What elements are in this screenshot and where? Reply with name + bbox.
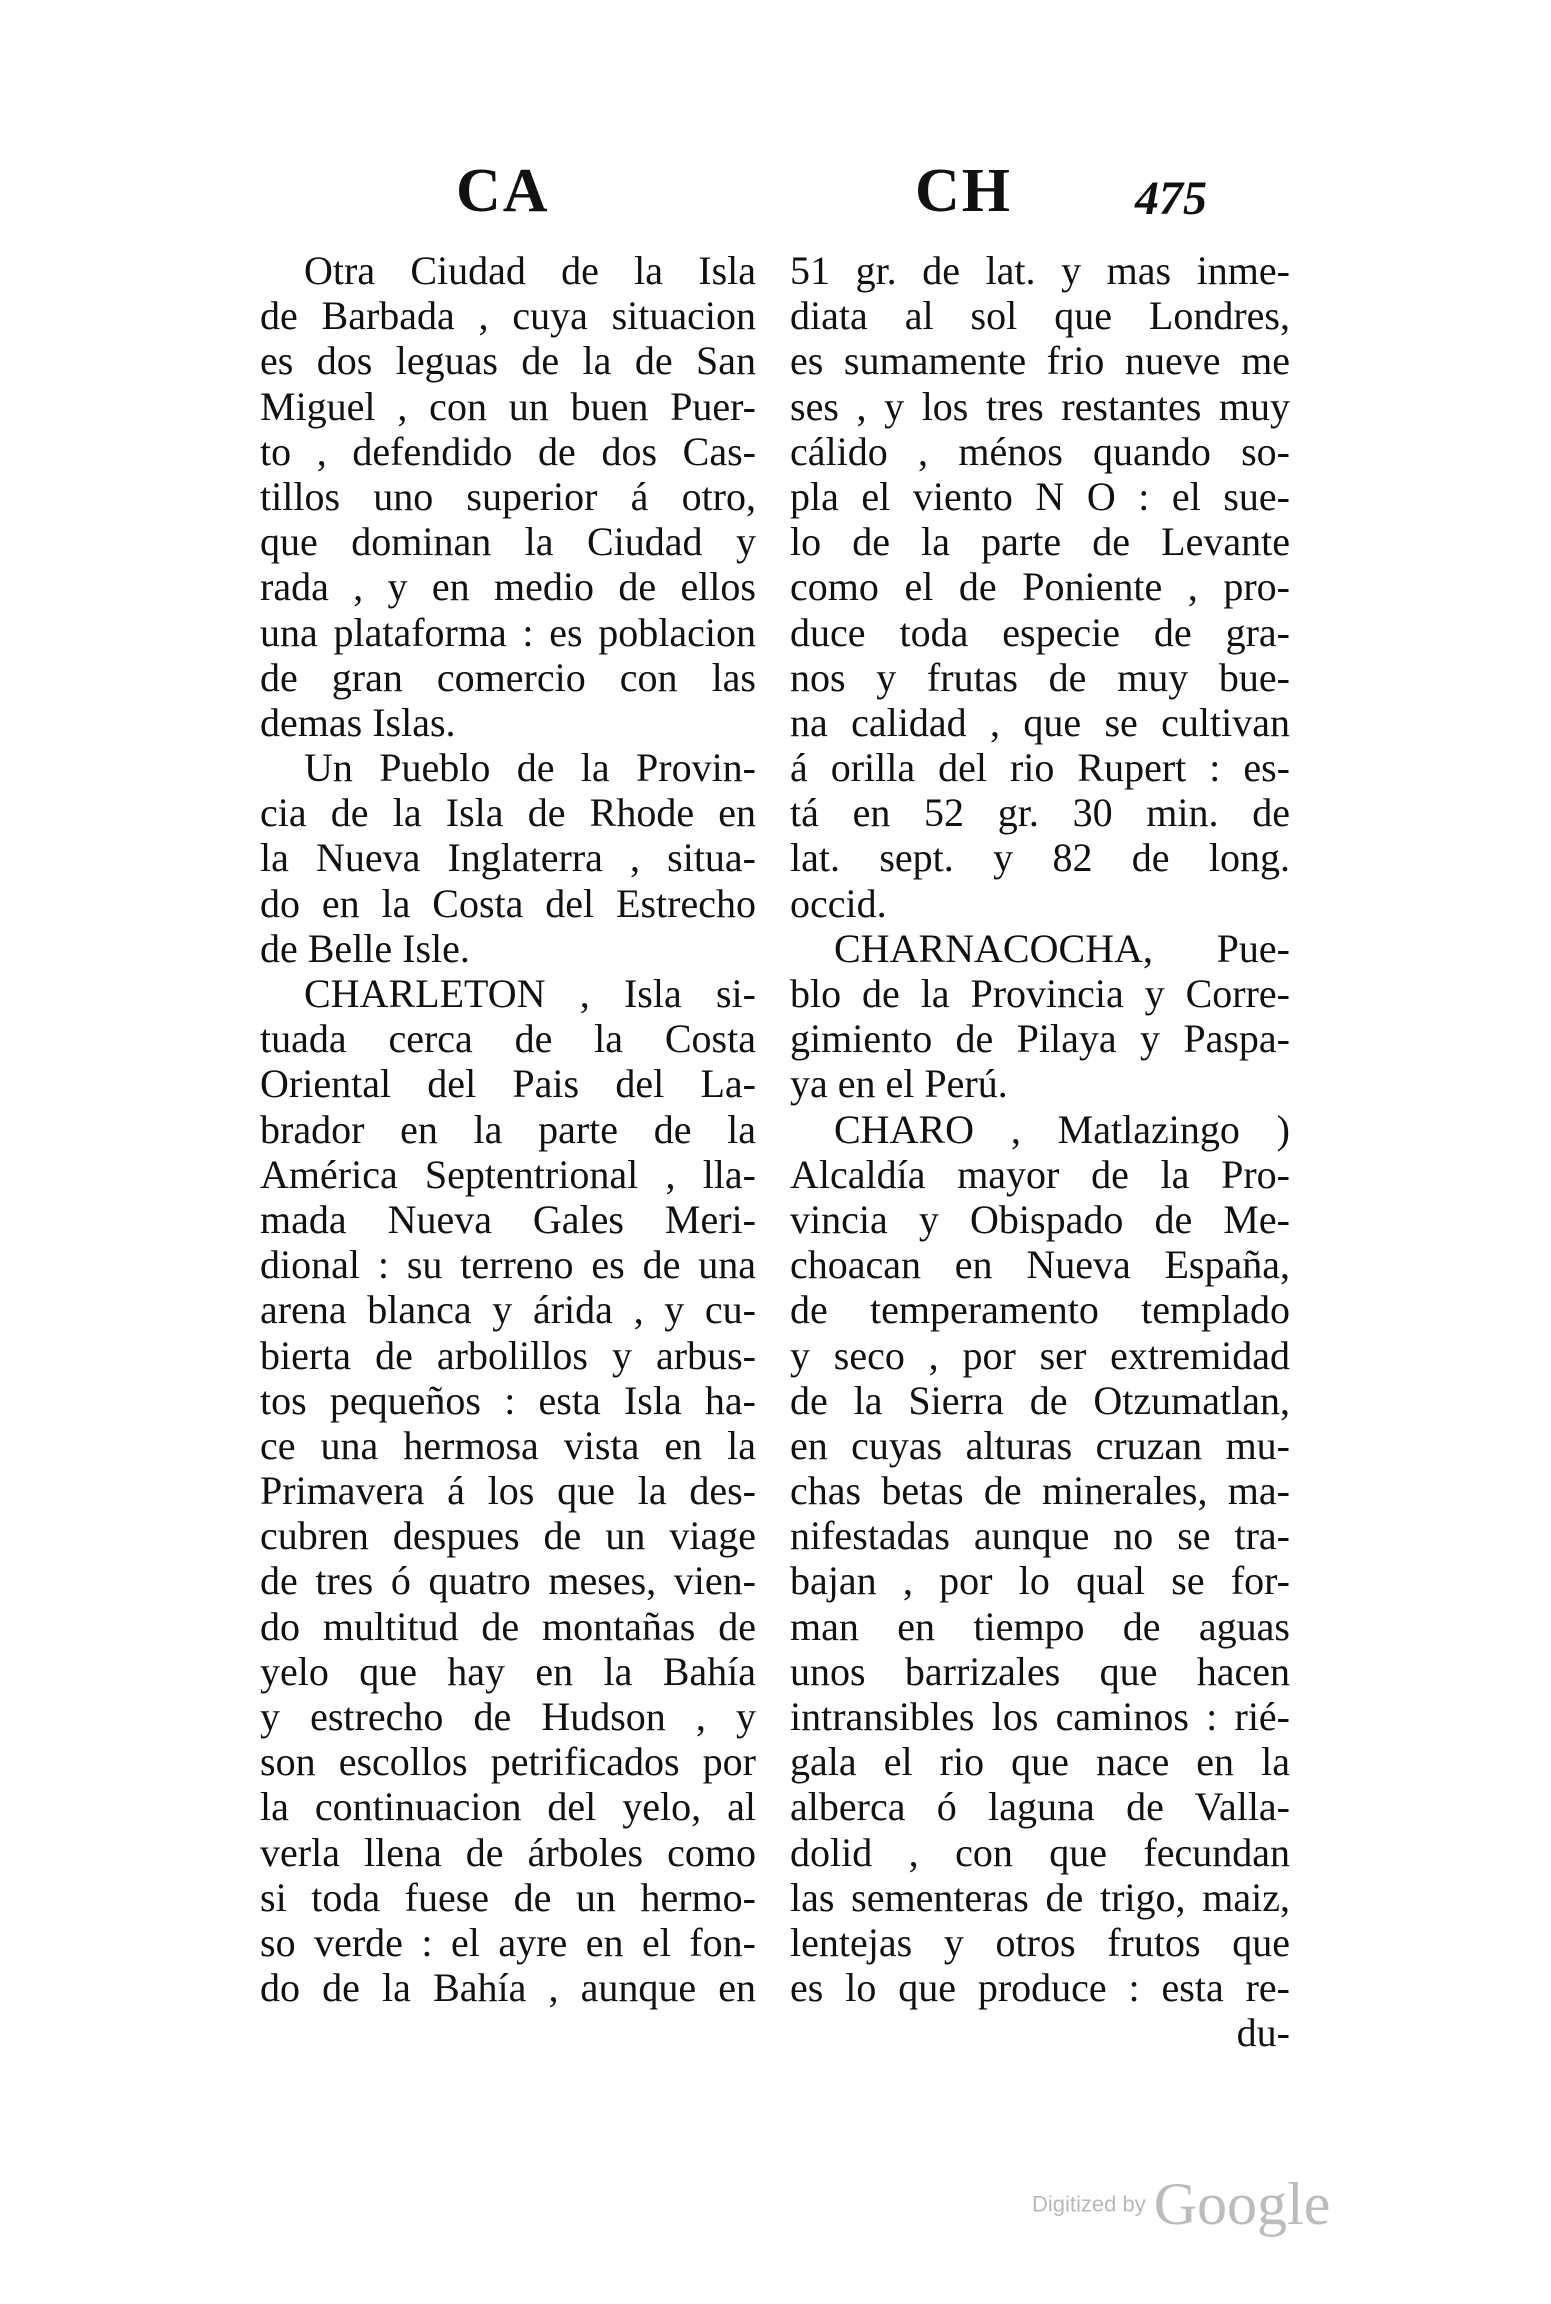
text-line: tuada cerca de la Costa	[260, 1016, 756, 1062]
text-line: de temperamento templado	[790, 1287, 1290, 1333]
left-column	[260, 248, 756, 2010]
right-column	[790, 248, 1290, 2056]
text-line: choacan en Nueva España,	[790, 1242, 1290, 1288]
text-line: cálido , ménos quando so-	[790, 428, 1290, 474]
text-line: de la Sierra de Otzumatlan,	[790, 1377, 1290, 1423]
text-line: nifestadas aunque no se tra-	[790, 1513, 1290, 1559]
text-line: de Belle Isle.	[260, 925, 470, 971]
text-line: nos y frutas de muy bue-	[790, 654, 1290, 700]
text-line: alberca ó laguna de Valla-	[790, 1784, 1290, 1830]
text-line: de tres ó quatro meses, vien-	[260, 1558, 756, 1604]
text-line: 51 gr. de lat. y mas inme-	[790, 248, 1290, 293]
text-line: unos barrizales que hacen	[790, 1648, 1290, 1694]
text-line: CHARLETON , Isla si-	[304, 971, 756, 1016]
text-line: tillos uno superior á otro,	[260, 473, 756, 519]
text-line: ce una hermosa vista en la	[260, 1422, 756, 1468]
text-line: lentejas y otros frutos que	[790, 1919, 1290, 1965]
text-line: mada Nueva Gales Meri-	[260, 1196, 756, 1242]
text-line: y seco , por ser extremidad	[790, 1332, 1290, 1378]
text-line: bierta de arbolillos y arbus-	[260, 1332, 756, 1378]
page-number: 475	[1135, 172, 1207, 225]
text-line: y estrecho de Hudson , y	[260, 1694, 756, 1739]
text-line: gimiento de Pilaya y Paspa-	[790, 1016, 1290, 1062]
text-line: ya en el Perú.	[790, 1061, 1008, 1107]
text-line: lo de la parte de Levante	[790, 519, 1290, 565]
text-line: diata al sol que Londres,	[790, 293, 1290, 339]
text-line: de gran comercio con las	[260, 654, 756, 700]
text-line: las sementeras de trigo, maiz,	[790, 1874, 1290, 1920]
text-line: como el de Poniente , pro-	[790, 564, 1290, 610]
text-line: dolid , con que fecundan	[790, 1829, 1290, 1875]
text-line: es lo que produce : esta re-	[790, 1965, 1290, 2011]
text-line: yelo que hay en la Bahía	[260, 1648, 756, 1694]
text-line: CHARNACOCHA, Pue-	[834, 925, 1290, 971]
text-line: lat. sept. y 82 de long.	[790, 835, 1290, 881]
text-line: do multitud de montañas de	[260, 1603, 756, 1649]
text-line: duce toda especie de gra-	[790, 609, 1290, 655]
text-line: chas betas de minerales, ma-	[790, 1468, 1290, 1514]
text-line: á orilla del rio Rupert : es-	[790, 745, 1290, 791]
text-line: tá en 52 gr. 30 min. de	[790, 790, 1290, 836]
text-line: do de la Bahía , aunque en	[260, 1965, 756, 2011]
google-logo: Google	[1153, 2171, 1331, 2237]
text-line: Primavera á los que la des-	[260, 1468, 756, 1514]
text-line: na calidad , que se cultivan	[790, 699, 1290, 745]
text-line: Un Pueblo de la Provin-	[304, 745, 756, 791]
text-line: es sumamente frio nueve me	[790, 338, 1290, 384]
text-line: cia de la Isla de Rhode en	[260, 790, 756, 836]
text-line: son escollos petrificados por	[260, 1739, 756, 1785]
running-head-right: CH	[915, 157, 1012, 225]
text-line: arena blanca y árida , y cu-	[260, 1287, 756, 1333]
text-line: en cuyas alturas cruzan mu-	[790, 1422, 1290, 1468]
text-line: de Barbada , cuya situacion	[260, 293, 756, 339]
text-line: so verde : el ayre en el fon-	[260, 1919, 756, 1965]
watermark-prefix: Digitized by	[1032, 2191, 1146, 2217]
text-line: bajan , por lo qual se for-	[790, 1558, 1290, 1604]
text-line: tos pequeños : esta Isla ha-	[260, 1377, 756, 1423]
text-line: gala el rio que nace en la	[790, 1739, 1290, 1785]
text-line: man en tiempo de aguas	[790, 1603, 1290, 1649]
text-line: verla llena de árboles como	[260, 1829, 756, 1875]
text-line: que dominan la Ciudad y	[260, 519, 756, 565]
text-line: dional : su terreno es de una	[260, 1242, 756, 1288]
text-line: demas Islas.	[260, 699, 456, 745]
text-line: la continuacion del yelo, al	[260, 1784, 756, 1830]
text-line: América Septentrional , lla-	[260, 1151, 756, 1197]
text-line: Alcaldía mayor de la Pro-	[790, 1151, 1290, 1197]
text-line: occid.	[790, 880, 887, 926]
text-line: do en la Costa del Estrecho	[260, 880, 756, 926]
text-line: ses , y los tres restantes muy	[790, 383, 1290, 429]
text-line: Miguel , con un buen Puer-	[260, 383, 756, 429]
text-line: vincia y Obispado de Me-	[790, 1196, 1290, 1242]
text-line: si toda fuese de un hermo-	[260, 1874, 756, 1920]
text-line: rada , y en medio de ellos	[260, 564, 756, 610]
text-line: blo de la Provincia y Corre-	[790, 971, 1290, 1016]
digitized-watermark	[1032, 2170, 1330, 2239]
text-line: Otra Ciudad de la Isla	[304, 248, 756, 293]
text-line: es dos leguas de la de San	[260, 338, 756, 384]
text-line: una plataforma : es poblacion	[260, 609, 756, 655]
catchword: du-	[1236, 2010, 1290, 2056]
text-line: to , defendido de dos Cas-	[260, 428, 756, 474]
text-line: brador en la parte de la	[260, 1106, 756, 1152]
text-line: la Nueva Inglaterra , situa-	[260, 835, 756, 881]
running-head-left: CA	[456, 157, 550, 225]
text-line: cubren despues de un viage	[260, 1513, 756, 1559]
text-line: CHARO , Matlazingo )	[834, 1106, 1290, 1152]
text-line: intransibles los caminos : rié-	[790, 1694, 1290, 1739]
text-line: pla el viento N O : el sue-	[790, 473, 1290, 519]
text-line: Oriental del Pais del La-	[260, 1061, 756, 1107]
